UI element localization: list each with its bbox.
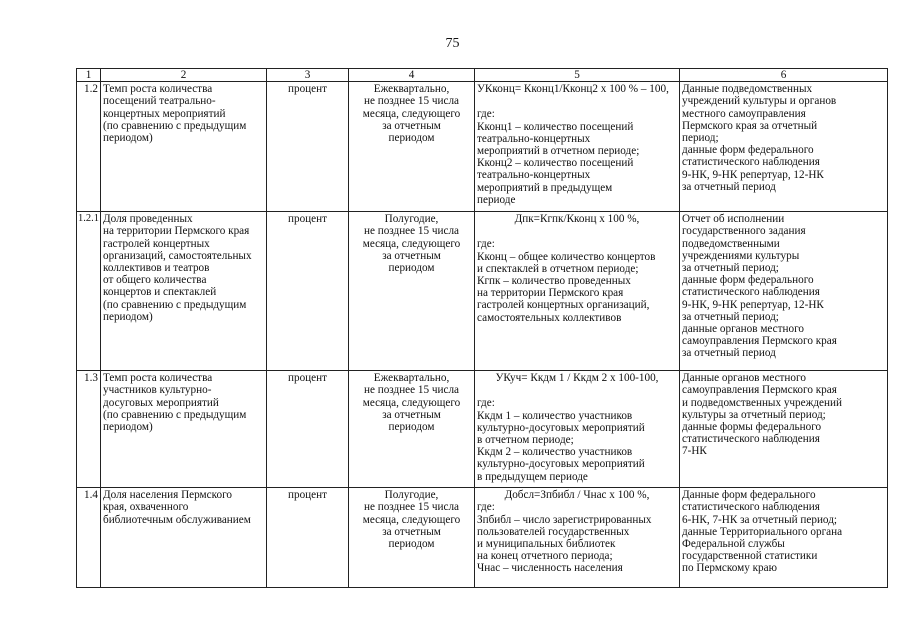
formula-description-line: где: bbox=[477, 501, 495, 514]
header-row bbox=[77, 69, 888, 82]
source-line: данные формы федерального bbox=[682, 421, 822, 434]
formula-description-line: культурно-досуговых мероприятий bbox=[477, 458, 645, 471]
period-line: за отчетным bbox=[382, 525, 441, 538]
unit: процент bbox=[267, 488, 349, 588]
source-line: за отчетный период; bbox=[682, 310, 779, 323]
indicator-name bbox=[101, 488, 267, 588]
formula-description-line: на территории Пермского края bbox=[477, 287, 624, 300]
source-line: по Пермскому краю bbox=[682, 562, 777, 575]
period-line: периодом bbox=[388, 421, 435, 434]
name-line: на территории Пермского края bbox=[103, 225, 250, 238]
page-number: 75 bbox=[445, 36, 460, 51]
period bbox=[349, 488, 475, 588]
source-line: 6-НК, 7-НК за отчетный период; bbox=[682, 513, 838, 526]
source-line: Данные подведомственных bbox=[682, 83, 813, 96]
data-source bbox=[680, 212, 888, 371]
source-line: 9-НК, 9-НК репертуар, 12-НК bbox=[682, 298, 824, 311]
column-number-5: 5 bbox=[475, 69, 680, 82]
unit: процент bbox=[267, 371, 349, 488]
formula: Дпк=Кгпк/Кконц х 100 %, bbox=[514, 213, 640, 226]
source-line: подведомственными bbox=[682, 237, 780, 250]
name-line: от общего количества bbox=[103, 274, 207, 287]
source-line: учреждениями культуры bbox=[682, 249, 800, 262]
name-line: посещений театрально- bbox=[103, 95, 216, 108]
source-line: Данные органов местного bbox=[682, 372, 806, 385]
name-line: библиотечным обслуживанием bbox=[103, 513, 251, 526]
name-line: (по сравнению с предыдущим bbox=[103, 119, 247, 132]
period-line: не позднее 15 числа bbox=[363, 95, 460, 108]
source-line: за отчетный период; bbox=[682, 262, 779, 275]
unit: процент bbox=[267, 82, 349, 212]
row-number: 1.2 bbox=[77, 82, 101, 212]
source-line: период; bbox=[682, 132, 719, 145]
period-line: за отчетным bbox=[382, 249, 441, 262]
table-row bbox=[77, 82, 888, 212]
row-number: 1.3 bbox=[77, 371, 101, 488]
data-source bbox=[680, 488, 888, 588]
source-line: и подведомственных учреждений bbox=[682, 396, 842, 409]
formula-description-line: где: bbox=[477, 238, 495, 251]
period-line: Ежеквартально, bbox=[373, 83, 450, 96]
formula-description-line: театрально-концертных bbox=[477, 169, 591, 182]
formula-description-line: и муниципальных библиотек bbox=[477, 538, 616, 551]
name-line: (по сравнению с предыдущим bbox=[103, 408, 247, 421]
period-line: не позднее 15 числа bbox=[363, 384, 460, 397]
formula: Добсл=Зпбибл / Чнас х 100 %, bbox=[504, 489, 650, 502]
source-line: статистического наблюдения bbox=[682, 433, 820, 446]
name-line: Темп роста количества bbox=[103, 372, 213, 385]
period-line: не позднее 15 числа bbox=[363, 501, 460, 514]
formula-description-line: в предыдущем периоде bbox=[477, 470, 588, 483]
formula-description-line: Кконц1 – количество посещений bbox=[477, 120, 634, 133]
source-line: за отчетный период bbox=[682, 180, 776, 193]
name-line: периодом) bbox=[103, 421, 153, 434]
data-source bbox=[680, 82, 888, 212]
formula-description-line: Кконц2 – количество посещений bbox=[477, 157, 634, 170]
table-row bbox=[77, 371, 888, 488]
name-line: коллективов и театров bbox=[103, 262, 210, 275]
column-number-3: 3 bbox=[267, 69, 349, 82]
row-number: 1.2.1 bbox=[77, 212, 101, 371]
period-line: за отчетным bbox=[382, 408, 441, 421]
name-line: гастролей концертных bbox=[103, 237, 210, 250]
indicator-name bbox=[101, 212, 267, 371]
column-number-4: 4 bbox=[349, 69, 475, 82]
table-row bbox=[77, 212, 888, 371]
source-line: местного самоуправления bbox=[682, 107, 806, 120]
formula-cell bbox=[475, 371, 680, 488]
formula-description-line: в отчетном периоде; bbox=[477, 434, 574, 447]
formula-description-line: гастролей концертных организаций, bbox=[477, 299, 650, 312]
formula-cell bbox=[475, 212, 680, 371]
name-line: края, охваченного bbox=[103, 501, 189, 514]
name-line: участников культурно- bbox=[103, 384, 212, 397]
name-line: (по сравнению с предыдущим bbox=[103, 298, 247, 311]
row-number: 1.4 bbox=[77, 488, 101, 588]
source-line: государственной статистики bbox=[682, 550, 818, 563]
formula-description-line: и спектаклей в отчетном периоде; bbox=[477, 262, 639, 275]
column-number-6: 6 bbox=[680, 69, 888, 82]
formula-description-line: культурно-досуговых мероприятий bbox=[477, 421, 645, 434]
formula-description-line: где: bbox=[477, 397, 495, 410]
formula-description-line: мероприятий в отчетном периоде; bbox=[477, 145, 640, 158]
source-line: культуры за отчетный период; bbox=[682, 408, 826, 421]
table-row bbox=[77, 488, 888, 588]
source-line: государственного задания bbox=[682, 225, 806, 238]
formula-description-line: мероприятий в предыдущем bbox=[477, 181, 613, 194]
name-line: периодом) bbox=[103, 310, 153, 323]
source-line: 7-НК bbox=[682, 445, 707, 458]
period-line: месяца, следующего bbox=[362, 107, 461, 120]
period-line: месяца, следующего bbox=[362, 513, 461, 526]
formula-description-line: Кгпк – количество проведенных bbox=[477, 275, 631, 288]
name-line: концертов и спектаклей bbox=[103, 286, 217, 299]
name-line: Доля проведенных bbox=[103, 213, 193, 226]
formula: УКконц= Кконц1/Кконц2 х 100 % – 100, bbox=[477, 83, 669, 96]
source-line: за отчетный период bbox=[682, 347, 776, 360]
period-line: периодом bbox=[388, 132, 435, 145]
data-source bbox=[680, 371, 888, 488]
name-line: периодом) bbox=[103, 132, 153, 145]
source-line: статистического наблюдения bbox=[682, 286, 820, 299]
period-line: месяца, следующего bbox=[362, 396, 461, 409]
period bbox=[349, 82, 475, 212]
formula-description-line: Чнас – численность населения bbox=[477, 562, 623, 575]
source-line: данные форм федерального bbox=[682, 274, 814, 287]
formula-description-line: Зпбибл – число зарегистрированных bbox=[477, 513, 652, 526]
source-line: Данные форм федерального bbox=[682, 489, 816, 502]
period-line: периодом bbox=[388, 262, 435, 275]
source-line: 9-НК, 9-НК репертуар, 12-НК bbox=[682, 168, 824, 181]
formula-description-line: на конец отчетного периода; bbox=[477, 550, 613, 563]
period-line: за отчетным bbox=[382, 119, 441, 132]
formula-description-line: Кконц – общее количество концертов bbox=[477, 250, 656, 263]
source-line: статистического наблюдения bbox=[682, 156, 820, 169]
period-line: Полугодие, bbox=[384, 213, 439, 226]
period-line: Полугодие, bbox=[384, 489, 439, 502]
period-line: периодом bbox=[388, 538, 435, 551]
period-line: месяца, следующего bbox=[362, 237, 461, 250]
name-line: концертных мероприятий bbox=[103, 107, 226, 120]
column-number-1: 1 bbox=[77, 69, 101, 82]
formula-description-line: театрально-концертных bbox=[477, 132, 591, 145]
source-line: Отчет об исполнении bbox=[682, 213, 785, 226]
source-line: данные органов местного bbox=[682, 323, 804, 336]
source-line: данные Территориального органа bbox=[682, 525, 843, 538]
formula-cell bbox=[475, 488, 680, 588]
source-line: самоуправления Пермского края bbox=[682, 335, 837, 348]
name-line: досуговых мероприятий bbox=[103, 396, 219, 409]
formula-description-line: Ккдм 1 – количество участников bbox=[477, 409, 633, 422]
formula-description-line: самостоятельных коллективов bbox=[477, 311, 622, 324]
column-number-2: 2 bbox=[101, 69, 267, 82]
source-line: Пермского края за отчетный bbox=[682, 119, 818, 132]
source-line: Федеральной службы bbox=[682, 538, 785, 551]
name-line: Темп роста количества bbox=[103, 83, 213, 96]
formula-description-line: периоде bbox=[477, 193, 516, 206]
name-line: Доля населения Пермского bbox=[103, 489, 232, 502]
formula: УКуч= Ккдм 1 / Ккдм 2 х 100-100, bbox=[495, 372, 659, 385]
formula-description-line: где: bbox=[477, 108, 495, 121]
period bbox=[349, 371, 475, 488]
formula-description-line: Ккдм 2 – количество участников bbox=[477, 446, 633, 459]
formula-cell bbox=[475, 82, 680, 212]
indicator-name bbox=[101, 371, 267, 488]
name-line: организаций, самостоятельных bbox=[103, 249, 252, 262]
source-line: учреждений культуры и органов bbox=[682, 95, 837, 108]
period-line: Ежеквартально, bbox=[373, 372, 450, 385]
source-line: самоуправления Пермского края bbox=[682, 384, 837, 397]
indicators-table bbox=[76, 68, 888, 588]
period bbox=[349, 212, 475, 371]
period-line: не позднее 15 числа bbox=[363, 225, 460, 238]
formula-description-line: пользователей государственных bbox=[477, 525, 630, 538]
source-line: данные форм федерального bbox=[682, 144, 814, 157]
indicator-name bbox=[101, 82, 267, 212]
source-line: статистического наблюдения bbox=[682, 501, 820, 514]
unit: процент bbox=[267, 212, 349, 371]
